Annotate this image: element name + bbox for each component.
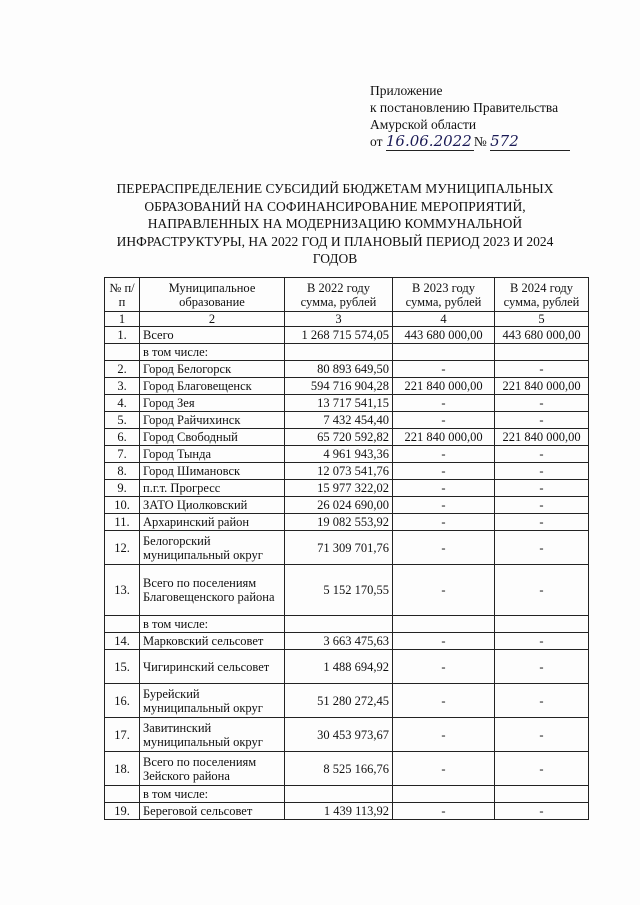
table-row <box>105 752 589 786</box>
column-number-cell: 2 <box>140 312 285 327</box>
table-row <box>105 429 589 446</box>
row-2022-cell: 19 082 553,92 <box>285 514 393 531</box>
header-cell: В 2023 году сумма, рублей <box>393 278 495 312</box>
row-2022-cell: 80 893 649,50 <box>285 361 393 378</box>
row-2024-cell: - <box>495 803 589 820</box>
table-row <box>105 786 589 803</box>
row-name-cell: Всего по поселениям Зейского района <box>140 752 285 786</box>
row-2024-cell: - <box>495 497 589 514</box>
row-2024-cell: - <box>495 752 589 786</box>
row-2023-cell: - <box>393 361 495 378</box>
row-number-cell: 10. <box>105 497 140 514</box>
row-2022-cell: 30 453 973,67 <box>285 718 393 752</box>
row-2022-cell <box>285 786 393 803</box>
row-2023-cell <box>393 344 495 361</box>
row-name-cell: Город Шимановск <box>140 463 285 480</box>
row-2022-cell: 5 152 170,55 <box>285 565 393 616</box>
row-2023-cell <box>393 786 495 803</box>
row-2022-cell: 8 525 166,76 <box>285 752 393 786</box>
table-row <box>105 480 589 497</box>
row-number-cell: 2. <box>105 361 140 378</box>
row-number-cell: 19. <box>105 803 140 820</box>
date-prefix: от <box>370 134 383 149</box>
document-title: ПЕРЕРАСПРЕДЕЛЕНИЕ СУБСИДИЙ БЮДЖЕТАМ МУНИЦИПАЛЬНЫХ ОБРАЗОВАНИЙ НА СОФИНАНСИРОВАНИЕ МЕРОПРИЯТИЙ, НАПРАВЛЕННЫХ НА МОДЕРНИЗАЦИЮ КОММУНАЛЬНОЙ ИНФРАСТРУКТУРЫ, НА 2022 ГОД И ПЛАНОВЫЙ ПЕРИОД 2023 И 2024 ГОДОВ <box>116 181 554 266</box>
table-row <box>105 616 589 633</box>
table-row <box>105 565 589 616</box>
handwritten-number: 572 <box>490 132 519 150</box>
row-name-cell: Чигиринский сельсовет <box>140 650 285 684</box>
table-row <box>105 446 589 463</box>
row-number-cell <box>105 616 140 633</box>
row-number-cell: 1. <box>105 327 140 344</box>
row-2024-cell: - <box>495 531 589 565</box>
attachment-line-3: Амурской области <box>370 117 477 132</box>
table-row <box>105 344 589 361</box>
row-2023-cell: - <box>393 463 495 480</box>
row-2022-cell: 3 663 475,63 <box>285 633 393 650</box>
row-number-cell: 9. <box>105 480 140 497</box>
table-row <box>105 718 589 752</box>
row-2022-cell <box>285 616 393 633</box>
row-name-cell: Архаринский район <box>140 514 285 531</box>
date-underline <box>386 133 474 151</box>
attachment-date-line <box>370 133 570 151</box>
row-name-cell: Город Зея <box>140 395 285 412</box>
row-name-cell: в том числе: <box>140 786 285 803</box>
table-row <box>105 395 589 412</box>
row-name-cell: Бурейский муниципальный округ <box>140 684 285 718</box>
row-2024-cell: - <box>495 718 589 752</box>
row-name-cell: Город Тында <box>140 446 285 463</box>
column-number-cell: 3 <box>285 312 393 327</box>
row-2024-cell: - <box>495 361 589 378</box>
row-name-cell: Всего <box>140 327 285 344</box>
row-2022-cell: 71 309 701,76 <box>285 531 393 565</box>
table-row <box>105 803 589 820</box>
row-2023-cell: 443 680 000,00 <box>393 327 495 344</box>
row-2024-cell: 443 680 000,00 <box>495 327 589 344</box>
table-row <box>105 684 589 718</box>
row-name-cell: Завитинский муниципальный округ <box>140 718 285 752</box>
row-name-cell: п.г.т. Прогресс <box>140 480 285 497</box>
row-2024-cell: - <box>495 395 589 412</box>
row-2023-cell <box>393 616 495 633</box>
row-2023-cell: - <box>393 633 495 650</box>
row-2023-cell: - <box>393 531 495 565</box>
row-number-cell: 8. <box>105 463 140 480</box>
row-number-cell: 13. <box>105 565 140 616</box>
row-2023-cell: - <box>393 480 495 497</box>
row-2022-cell: 65 720 592,82 <box>285 429 393 446</box>
row-2023-cell: - <box>393 395 495 412</box>
row-name-cell: ЗАТО Циолковский <box>140 497 285 514</box>
row-2024-cell: - <box>495 633 589 650</box>
header-cell: В 2024 году сумма, рублей <box>495 278 589 312</box>
row-2024-cell: - <box>495 565 589 616</box>
attachment-line-1: Приложение <box>370 83 443 98</box>
row-name-cell: в том числе: <box>140 344 285 361</box>
table-row <box>105 650 589 684</box>
row-2023-cell: - <box>393 718 495 752</box>
row-number-cell: 18. <box>105 752 140 786</box>
row-2022-cell: 4 961 943,36 <box>285 446 393 463</box>
row-2024-cell <box>495 616 589 633</box>
column-number-cell: 1 <box>105 312 140 327</box>
row-2023-cell: - <box>393 752 495 786</box>
row-2024-cell: - <box>495 514 589 531</box>
row-2023-cell: - <box>393 446 495 463</box>
table-row <box>105 633 589 650</box>
row-2023-cell: 221 840 000,00 <box>393 378 495 395</box>
row-number-cell: 11. <box>105 514 140 531</box>
row-number-cell: 17. <box>105 718 140 752</box>
column-number-cell: 5 <box>495 312 589 327</box>
row-2024-cell: 221 840 000,00 <box>495 378 589 395</box>
row-2022-cell: 12 073 541,76 <box>285 463 393 480</box>
row-2024-cell: - <box>495 412 589 429</box>
subsidies-table <box>104 277 589 820</box>
row-2023-cell: 221 840 000,00 <box>393 429 495 446</box>
row-name-cell: Белогорский муниципальный округ <box>140 531 285 565</box>
attachment-block <box>370 82 570 151</box>
row-name-cell: Город Райчихинск <box>140 412 285 429</box>
row-name-cell: Город Благовещенск <box>140 378 285 395</box>
handwritten-date: 16.06.2022 <box>385 132 472 150</box>
row-2022-cell: 15 977 322,02 <box>285 480 393 497</box>
table-header-row <box>105 278 589 312</box>
row-2024-cell: - <box>495 446 589 463</box>
row-name-cell: Береговой сельсовет <box>140 803 285 820</box>
row-2023-cell: - <box>393 650 495 684</box>
column-number-cell: 4 <box>393 312 495 327</box>
row-number-cell: 7. <box>105 446 140 463</box>
row-2023-cell: - <box>393 684 495 718</box>
row-number-cell <box>105 344 140 361</box>
attachment-line-2: к постановлению Правительства <box>370 100 559 115</box>
row-2024-cell: - <box>495 650 589 684</box>
number-prefix: № <box>473 134 487 149</box>
table-row <box>105 514 589 531</box>
row-name-cell: Город Белогорск <box>140 361 285 378</box>
header-cell: В 2022 году сумма, рублей <box>285 278 393 312</box>
row-2023-cell: - <box>393 514 495 531</box>
table-row <box>105 497 589 514</box>
row-2024-cell: 221 840 000,00 <box>495 429 589 446</box>
row-2022-cell: 1 268 715 574,05 <box>285 327 393 344</box>
row-2023-cell: - <box>393 803 495 820</box>
row-2024-cell: - <box>495 684 589 718</box>
row-2022-cell: 1 488 694,92 <box>285 650 393 684</box>
row-2022-cell: 594 716 904,28 <box>285 378 393 395</box>
number-underline <box>490 133 570 151</box>
row-2024-cell: - <box>495 463 589 480</box>
row-2024-cell <box>495 786 589 803</box>
row-number-cell: 15. <box>105 650 140 684</box>
row-number-cell: 4. <box>105 395 140 412</box>
row-2022-cell: 51 280 272,45 <box>285 684 393 718</box>
row-number-cell: 5. <box>105 412 140 429</box>
row-2022-cell: 26 024 690,00 <box>285 497 393 514</box>
row-number-cell: 12. <box>105 531 140 565</box>
row-number-cell: 3. <box>105 378 140 395</box>
row-2024-cell: - <box>495 480 589 497</box>
table-row <box>105 378 589 395</box>
row-2023-cell: - <box>393 565 495 616</box>
column-number-row <box>105 312 589 327</box>
row-number-cell: 14. <box>105 633 140 650</box>
row-2023-cell: - <box>393 412 495 429</box>
row-name-cell: Марковский сельсовет <box>140 633 285 650</box>
row-number-cell: 16. <box>105 684 140 718</box>
row-name-cell: в том числе: <box>140 616 285 633</box>
table-row <box>105 327 589 344</box>
row-2023-cell: - <box>393 497 495 514</box>
row-name-cell: Город Свободный <box>140 429 285 446</box>
row-2022-cell: 7 432 454,40 <box>285 412 393 429</box>
table-row <box>105 412 589 429</box>
table-row <box>105 531 589 565</box>
row-number-cell: 6. <box>105 429 140 446</box>
row-2022-cell <box>285 344 393 361</box>
row-2024-cell <box>495 344 589 361</box>
row-2022-cell: 1 439 113,92 <box>285 803 393 820</box>
table-body <box>105 278 589 820</box>
header-cell: Муниципальное образование <box>140 278 285 312</box>
row-2022-cell: 13 717 541,15 <box>285 395 393 412</box>
header-cell: № п/п <box>105 278 140 312</box>
row-name-cell: Всего по поселениям Благовещенского района <box>140 565 285 616</box>
row-number-cell <box>105 786 140 803</box>
table-row <box>105 361 589 378</box>
table-row <box>105 463 589 480</box>
